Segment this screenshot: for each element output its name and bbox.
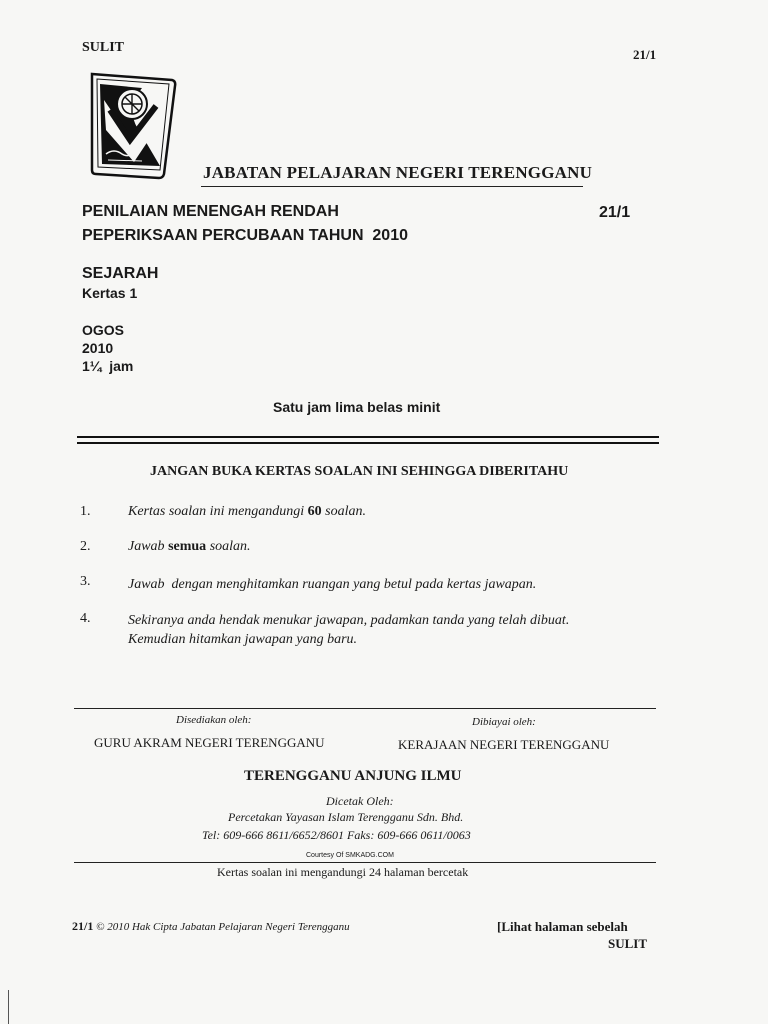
printed-by-label: Dicetak Oleh:: [326, 794, 394, 808]
funded-by-label: Dibiayai oleh:: [472, 716, 536, 728]
classification-bottom: SULIT: [608, 936, 648, 951]
question-count: 60: [307, 504, 322, 519]
exam-duration: 1¼ jam: [82, 358, 134, 374]
state-motto: TERENGGANU ANJUNG ILMU: [244, 768, 462, 784]
emphasis-all: semua: [168, 539, 207, 554]
instruction-number: 3.: [80, 574, 91, 589]
footer-paper-code: 21/1: [72, 919, 94, 933]
credits-divider: [74, 708, 656, 709]
copyright-text: © 2010 Hak Cipta Jabatan Pelajaran Negeri Terengganu: [93, 921, 350, 933]
funded-by-value: KERAJAAN NEGERI TERENGGANU: [398, 737, 610, 752]
printer-name: Percetakan Yayasan Islam Terengganu Sdn. Bhd.: [228, 810, 464, 824]
instruction-1: [128, 504, 366, 520]
page-count-note: Kertas soalan ini mengandungi 24 halaman bercetak: [217, 865, 469, 879]
instruction-3: Jawab dengan menghitamkan ruangan yang betul pada kertas jawapan.: [128, 577, 537, 592]
courtesy-note: Courtesy Of SMKADG.COM: [306, 852, 394, 859]
double-rule-top: [77, 436, 659, 438]
exam-year: 2010: [82, 340, 114, 356]
department-logo: [84, 70, 180, 182]
instruction-number: 4.: [80, 611, 91, 626]
instruction-4-continued: Kemudian hitamkan jawapan yang baru.: [128, 632, 358, 647]
classification-top: SULIT: [82, 40, 125, 55]
exam-duration-words: Satu jam lima belas minit: [273, 399, 441, 415]
do-not-open-warning: JANGAN BUKA KERTAS SOALAN INI SEHINGGA DIBERITAHU: [150, 464, 569, 479]
prepared-by-value: GURU AKRAM NEGERI TERENGGANU: [94, 735, 325, 750]
double-rule-bottom: [77, 442, 659, 444]
instruction-text: Kertas soalan ini mengandungi: [128, 504, 308, 519]
paper-number: Kertas 1: [82, 285, 138, 301]
instruction-number: 1.: [80, 504, 91, 519]
exam-month: OGOS: [82, 322, 125, 338]
department-name: JABATAN PELAJARAN NEGERI TERENGGANU: [203, 163, 593, 182]
printer-contact: Tel: 609-666 8611/6652/8601 Faks: 609-666 0611/0063: [202, 828, 471, 842]
scan-edge-mark: [8, 990, 9, 1024]
paper-code: 21/1: [599, 204, 631, 221]
exam-level: PENILAIAN MENENGAH RENDAH: [82, 203, 339, 220]
instruction-text: soalan.: [206, 539, 251, 554]
exam-title: PEPERIKSAAN PERCUBAAN TAHUN 2010: [82, 227, 408, 244]
copyright-notice: [72, 919, 350, 934]
subject-name: SEJARAH: [82, 265, 159, 282]
instruction-2: [128, 539, 251, 555]
pages-divider: [74, 862, 656, 863]
paper-code-top: 21/1: [633, 47, 657, 62]
instruction-text: Jawab: [128, 539, 169, 554]
instruction-text: soalan.: [321, 504, 367, 519]
department-crest-icon: [84, 70, 180, 182]
instruction-4: Sekiranya anda hendak menukar jawapan, padamkan tanda yang telah dibuat.: [128, 613, 570, 628]
see-next-page: [Lihat halaman sebelah: [497, 919, 628, 934]
instruction-number: 2.: [80, 539, 91, 554]
department-underline: [201, 186, 583, 187]
prepared-by-label: Disediakan oleh:: [176, 714, 252, 726]
